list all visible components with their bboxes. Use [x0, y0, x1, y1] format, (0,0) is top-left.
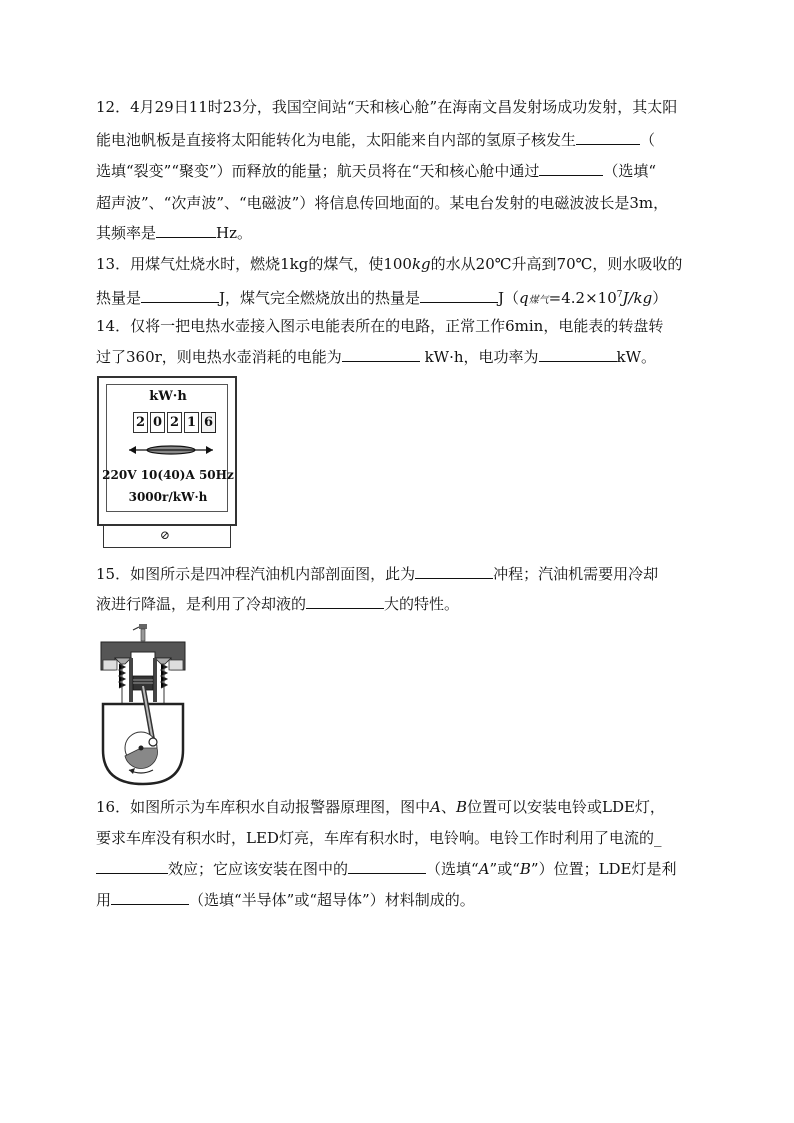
q16-text-1b: 位置可以安装电铃或LDE灯， — [466, 798, 665, 816]
engine-cross-section-figure — [95, 622, 193, 788]
answer-blank[interactable] — [156, 223, 216, 238]
q14-text-2c: kW。 — [616, 348, 657, 366]
q16-line-3 — [96, 859, 677, 879]
q13-q-subscript: 煤气 — [528, 295, 549, 306]
q14-line-1 — [96, 316, 663, 336]
q13-text-2a: 热量是 — [96, 289, 142, 307]
q13-text-2e: ） — [652, 289, 668, 307]
q15-text-1a: 15．如图所示是四冲程汽油机内部剖面图，此为 — [96, 565, 416, 583]
answer-blank[interactable] — [539, 347, 617, 362]
q13-text-1b: 的水从20℃升高到70℃，则水吸收的 — [430, 255, 683, 273]
q15-text-2b: 大的特性。 — [384, 595, 460, 613]
meter-spec-label: 220V 10(40)A 50Hz — [102, 468, 234, 482]
q15-line-2 — [96, 594, 459, 614]
meter-digit: 2 — [133, 412, 148, 433]
q14-line-2 — [96, 347, 656, 367]
q13-text-2d: =4.2×10 — [548, 289, 617, 307]
q13-text-1a: 13．用煤气灶烧水时，燃烧1kg的煤气，使100 — [96, 255, 412, 273]
q12-text-4: 超声波”、“次声波”、“电磁波”）将信息传回地面的。某电台发射的电磁波波长是3m， — [96, 194, 669, 212]
q15-line-1 — [96, 564, 658, 584]
meter-digit: 0 — [150, 412, 165, 433]
answer-blank[interactable] — [342, 347, 420, 362]
q12-text-2b: （ — [640, 131, 656, 149]
terminal-symbol-icon: ⊘ — [160, 528, 171, 542]
meter-panel — [102, 384, 234, 512]
q16-text-1a: 16．如图所示为车库积水自动报警器原理图，图中 — [96, 798, 431, 816]
q12-line-1 — [96, 97, 677, 117]
q12-line-4 — [96, 193, 668, 213]
q13-line-2 — [96, 285, 667, 311]
answer-blank[interactable] — [539, 161, 603, 176]
spark-plug-icon — [139, 624, 147, 629]
q13-text-2b: J，煤气完全燃烧放出的热量是 — [219, 289, 421, 307]
energy-meter-figure — [97, 376, 237, 548]
meter-unit-label: kW·h — [149, 389, 187, 404]
q12-line-3 — [96, 161, 656, 181]
q12-text-3a: 选填“裂变”“聚变”）而释放的能量；航天员将在“天和核心舱中通过 — [96, 162, 540, 180]
q16-text-4b: （选填“半导体”或“超导体”）材料制成的。 — [189, 891, 475, 909]
q16-text-3b: （选填“ — [426, 860, 479, 878]
q16-text-3a: 效应；它应该安装在图中的 — [168, 860, 349, 878]
q13-q-symbol: q — [519, 289, 529, 307]
q12-text-5a: 其频率是 — [96, 224, 157, 242]
q13-exponent: 7 — [616, 290, 623, 300]
meter-rate-label: 3000r/kW·h — [128, 490, 208, 504]
q16-separator: 、 — [440, 798, 456, 816]
q14-text-1: 14．仅将一把电热水壶接入图示电能表所在的电路，正常工作6min，电能表的转盘转 — [96, 317, 664, 335]
rotor-disc-icon — [127, 443, 217, 457]
q16-text-3d: ”）位置；LDE灯是利 — [530, 860, 677, 878]
meter-digit-decimal: 6 — [201, 412, 216, 433]
q15-text-1b: 冲程；汽油机需要用冷却 — [493, 565, 659, 583]
q16-option-b: B — [519, 860, 531, 878]
meter-body — [97, 376, 237, 526]
q16-label-a: A — [430, 798, 441, 816]
q14-text-2a: 过了360r，则电热水壶消耗的电能为 — [96, 348, 342, 366]
q12-line-2 — [96, 130, 655, 150]
q12-text-1: 12．4月29日11时23分，我国空间站“天和核心舱”在海南文昌发射场成功发射，其太阳 — [96, 98, 678, 116]
answer-blank[interactable] — [420, 288, 498, 303]
q15-text-2a: 液进行降温，是利用了冷却液的 — [96, 595, 307, 613]
q13-line-1 — [96, 254, 682, 274]
answer-blank[interactable] — [415, 564, 493, 579]
intake-valve-icon — [115, 658, 131, 664]
meter-digits — [133, 412, 218, 433]
meter-digit: 1 — [184, 412, 199, 433]
q16-line-1 — [96, 797, 665, 817]
q12-text-3b: （选填“ — [603, 162, 657, 180]
q16-text-4a: 用 — [96, 891, 112, 909]
q12-text-2a: 能电池帆板是直接将太阳能转化为电能，太阳能来自内部的氢原子核发生 — [96, 131, 577, 149]
answer-blank[interactable] — [111, 890, 189, 905]
q16-line-4 — [96, 890, 475, 910]
q12-text-5b: Hz。 — [216, 224, 252, 242]
meter-digit: 2 — [167, 412, 182, 433]
answer-blank[interactable] — [348, 859, 426, 874]
q16-text-3c: ”或“ — [489, 860, 520, 878]
q16-text-2: 要求车库没有积水时，LED灯亮，车库有积水时，电铃响。电铃工作时利用了电流的_ — [96, 829, 662, 847]
q14-text-2b: kW·h，电功率为 — [419, 348, 539, 366]
answer-blank[interactable] — [141, 288, 219, 303]
answer-blank[interactable] — [576, 130, 640, 145]
q13-text-2c: J（ — [498, 289, 520, 307]
q16-option-a: A — [478, 860, 490, 878]
answer-blank[interactable] — [96, 859, 168, 874]
q16-line-2 — [96, 828, 661, 848]
meter-terminal-box — [103, 526, 231, 548]
q13-kg: kg — [411, 255, 431, 273]
q16-label-b: B — [455, 798, 467, 816]
q12-line-5 — [96, 223, 252, 243]
answer-blank[interactable] — [306, 594, 384, 609]
q13-unit: J/kg — [622, 289, 653, 307]
